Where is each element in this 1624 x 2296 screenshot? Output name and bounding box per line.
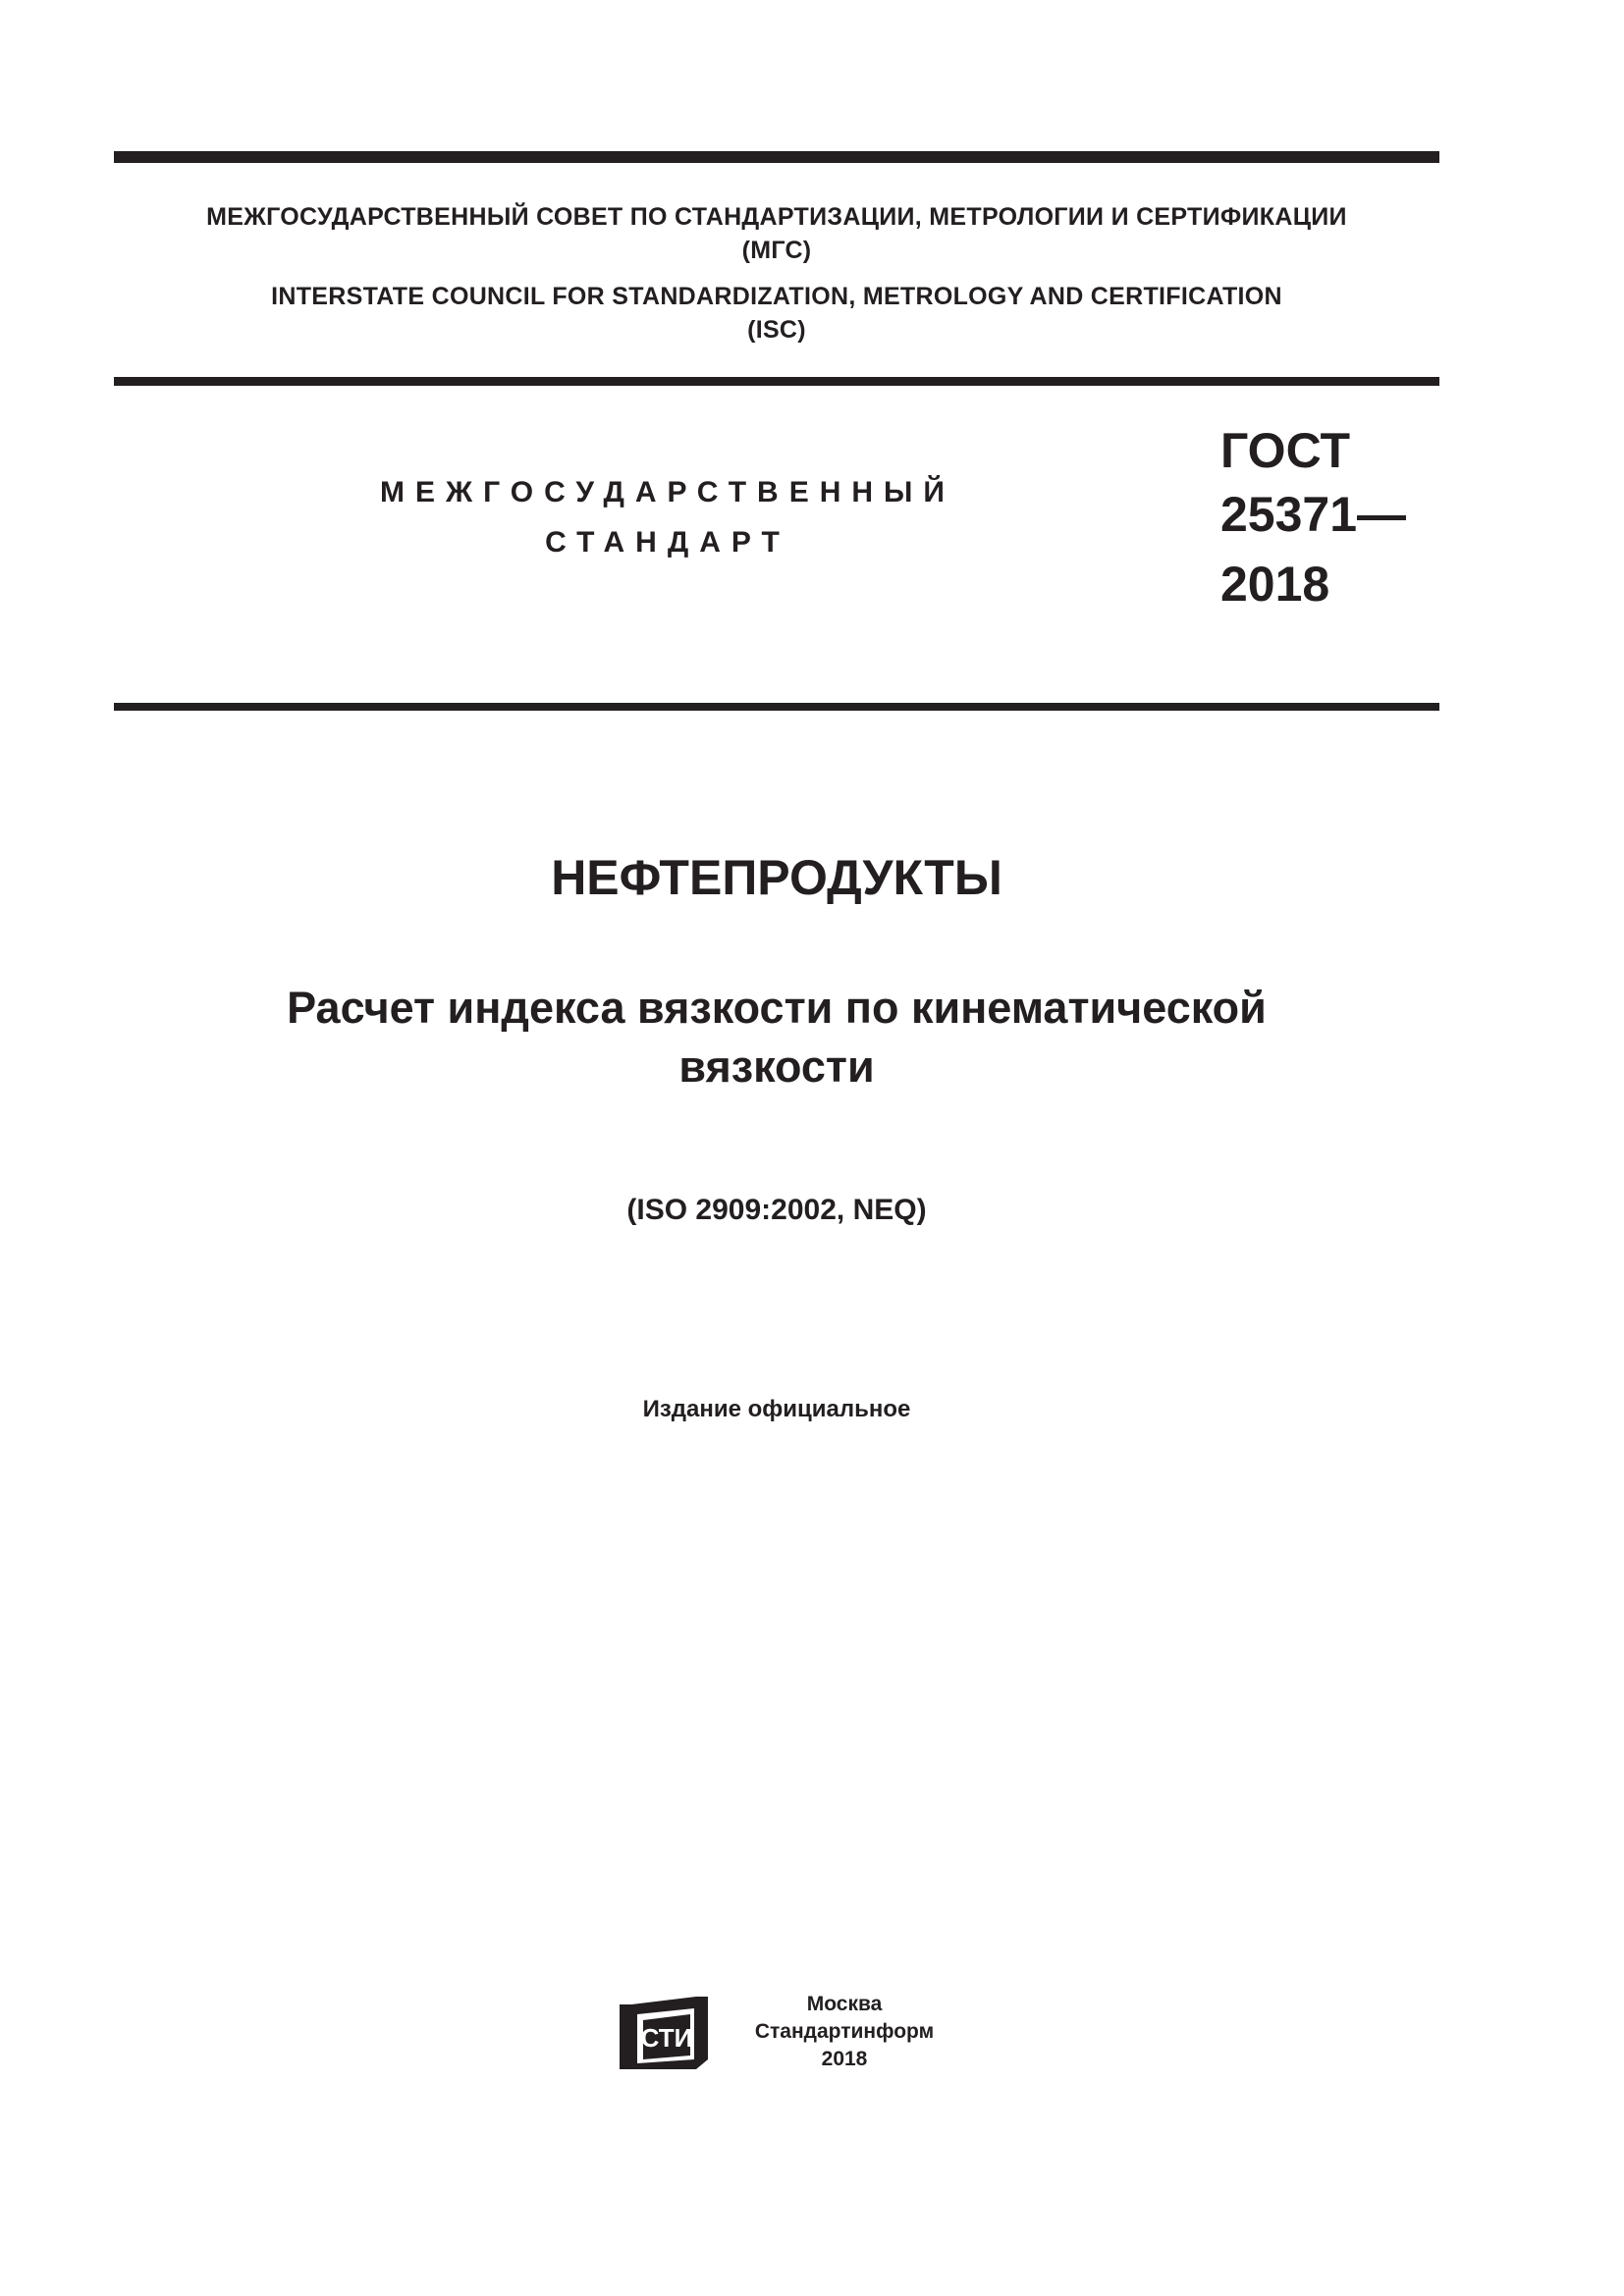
publisher-year: 2018 xyxy=(821,2048,868,2070)
iso-reference: (ISO 2909:2002, NEQ) xyxy=(626,1194,927,1226)
council-ru-line1: МЕЖГОСУДАРСТВЕННЫЙ СОВЕТ ПО СТАНДАРТИЗАЦИИ, МЕТРОЛОГИИ И СЕРТИФИКАЦИИ xyxy=(206,203,1347,231)
subtitle-line2: вязкости xyxy=(678,1041,875,1092)
standard-label-line1: МЕЖГОСУДАРСТВЕННЫЙ xyxy=(380,476,955,508)
council-ru-line2: (МГС) xyxy=(741,237,812,264)
publisher-city: Москва xyxy=(806,1993,883,2015)
council-en-line2: (ISC) xyxy=(747,316,806,344)
standard-label-line2: СТАНДАРТ xyxy=(545,526,790,559)
edition-label: Издание официальное xyxy=(642,1396,911,1422)
gost-label: ГОСТ xyxy=(1220,423,1350,478)
logo-text: СТИ xyxy=(640,2023,693,2053)
standartinform-logo-icon xyxy=(618,1995,710,2073)
header-top-rule xyxy=(114,151,1439,163)
logo-graphic xyxy=(618,1995,710,2073)
council-en-line1: INTERSTATE COUNCIL FOR STANDARDIZATION, METROLOGY AND CERTIFICATION xyxy=(271,283,1282,310)
publisher-name: Стандартинформ xyxy=(754,2020,935,2043)
council-en-name xyxy=(114,280,1439,347)
gost-number: 25371— xyxy=(1220,487,1407,542)
header-middle-rule xyxy=(114,377,1439,386)
gost-year: 2018 xyxy=(1220,557,1330,612)
document-title: НЕФТЕПРОДУКТЫ xyxy=(551,850,1002,905)
subtitle-line1: Расчет индекса вязкости по кинематической xyxy=(287,983,1267,1033)
document-subtitle xyxy=(114,979,1439,1096)
council-ru-name xyxy=(114,200,1439,267)
header-bottom-rule xyxy=(114,703,1439,711)
